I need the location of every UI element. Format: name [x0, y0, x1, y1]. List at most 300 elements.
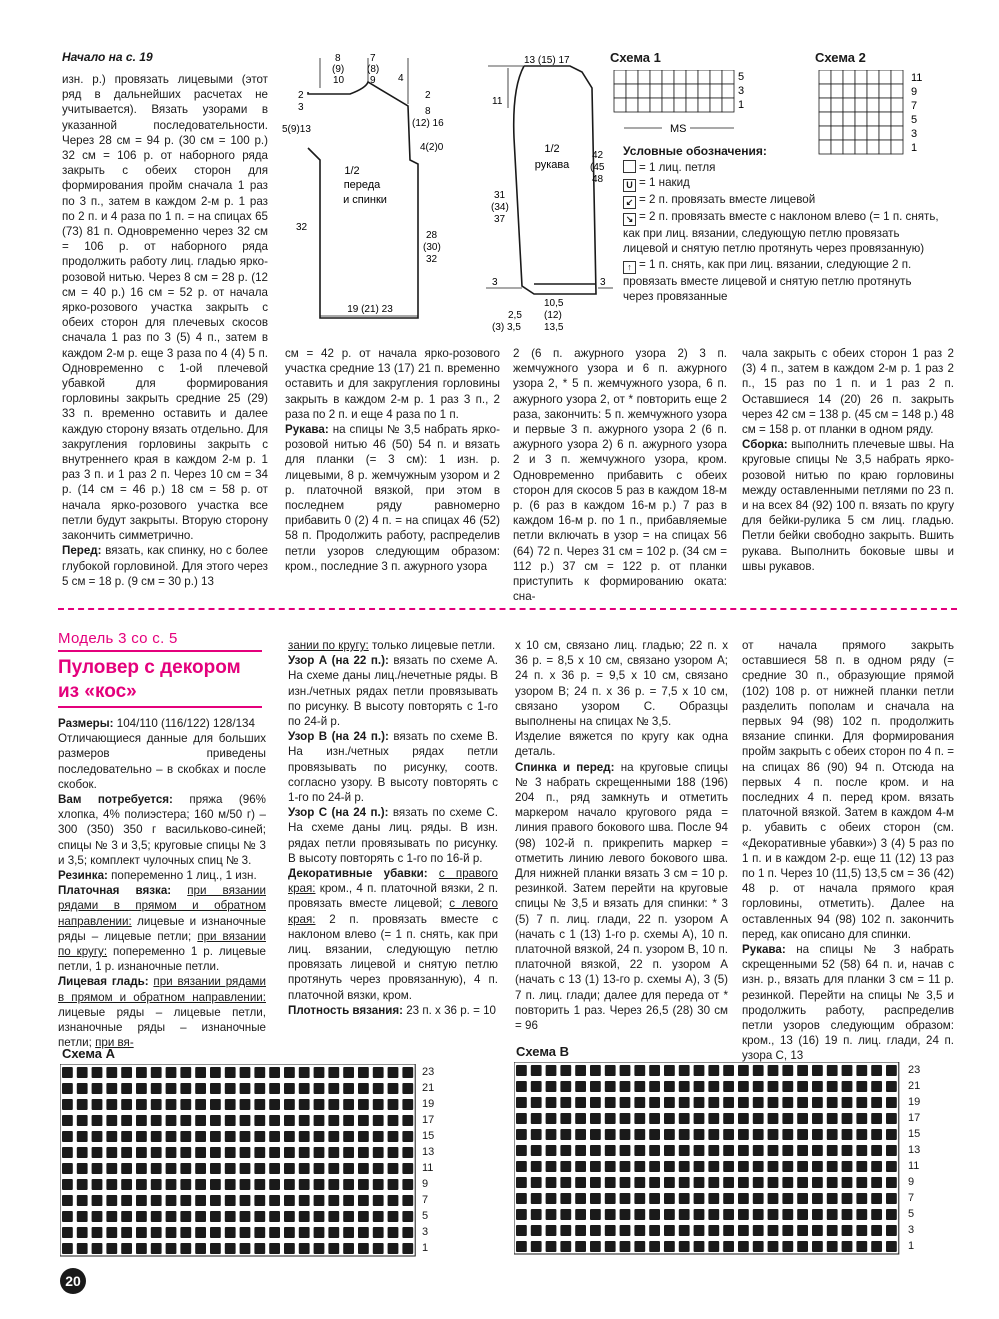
schema2-row-1: 1	[911, 142, 918, 154]
chart-cell	[151, 1067, 162, 1078]
legend	[623, 144, 943, 304]
chart-cell	[546, 1209, 557, 1220]
chart-cell	[871, 1241, 882, 1252]
chart-cell	[195, 1083, 206, 1094]
chart-cell	[62, 1211, 73, 1222]
chart-cell	[842, 1097, 853, 1108]
chart-cell	[180, 1115, 191, 1126]
chart-cell	[284, 1163, 295, 1174]
chart-cell	[827, 1209, 838, 1220]
schema2-title: Схема 2	[815, 50, 866, 65]
chart-cell	[240, 1067, 251, 1078]
chart-cell	[195, 1163, 206, 1174]
chart-cell	[284, 1083, 295, 1094]
chart-cell	[722, 70, 734, 84]
chart-cell	[531, 1065, 542, 1076]
chart-cell	[151, 1147, 162, 1158]
svg-text:13: 13	[422, 1146, 435, 1158]
chart-cell	[575, 1177, 586, 1188]
chart-cell	[225, 1179, 236, 1190]
chart-cell	[62, 1147, 73, 1158]
chart-cell	[269, 1147, 280, 1158]
sleeve-dim-45: (45	[590, 162, 605, 173]
chart-cell	[328, 1163, 339, 1174]
chart-cell	[634, 1225, 645, 1236]
chart-cell	[605, 1097, 616, 1108]
chart-cell	[136, 1179, 147, 1190]
col3-bottom-text: х 10 см, связано лиц. гладью; 22 п. х 36 р. = 8,5 х 10 см, связано узором А; 24 п. х 36 р. = 9,5 х 10 см, связано узором В; 24 п. х 36 р. = 7,5 х 10 см, связано узором С. Образцы выполнены на спицах № 3,5. Изделие вяжется по кругу как одна деталь. Спинка и перед: на круговые спицы № 3 набрать скрещенными 188 (196) 204 п., ряд замкнуть и отметить маркером начало кругового ряда = линия правого бокового шва. После 94 (98) 102-й п. прикрепить маркер = отметить линию левого бокового шва. Для нижней планки вязать 3 см = 10 р. резинкой. Затем перейти на круговые спицы № 3,5 и вязать для спинки: * 3 (5) 7 п. лиц. глади, 22 п. узором А (начать с 1 (13) 1-го р. схемы А), 10 п. платочной вязкой, 24 п. узором В, 10 п. платочной вязкой, 22 п. узором А (начать с 13 (1) 13-го р. схемы А), 3 (5) 7 п. лиц. глади; далее для переда от * повторить 1 раз. Через 26,5 (28) 30 см = 96	[515, 639, 728, 1033]
chart-cell	[388, 1179, 399, 1190]
chart-cell	[871, 1193, 882, 1204]
chart-cell	[136, 1147, 147, 1158]
chart-cell	[314, 1179, 325, 1190]
chart-cell	[797, 1225, 808, 1236]
chart-cell	[343, 1099, 354, 1110]
chart-cell	[358, 1179, 369, 1190]
chart-cell	[590, 1065, 601, 1076]
chart-cell	[314, 1115, 325, 1126]
chart-cell	[710, 70, 722, 84]
chart-cell	[620, 1065, 631, 1076]
col1-top-p1: изн. р.) провязать лицевыми (этот ряд в дальнейших расчетах не учитывается). Вязать узорами в указанной последовательности. Через 28 см = 94 р. (30 см = 100 р.) 32 см = 106 р. от наборного ряда закрыть с обеих сторон для формирования пройм сначала 1 раз по 3 п., затем в каждом 2-м р. 1 раз по 2 п. и 4 раза по 1 п. = на спицах 65 (73) 81 п. Одновременно через 32 см = 106 р. от наборного ряда продолжить работу лиц. гладью ярко-розовой нитью. Через 8 см = 28 р. (12 см = 40 р.) 16 см = 52 р. от начала ярко-розового участка закрыть с обеих сторон для плечевых скосов сначала 1 раз по 3 (5) 4 п., затем в каждом 2-м р. еще 3 раза по 4 (4) 5 п. Одновременно с 1-ой плечевой убавкой для формирования горловины закрыть средние 25 (29) 33 п. временно оставить и далее каждую сторону вязать отдельно. Для закругления горловины закрыть с внутреннего края в каждом 2-м р. 1 раз 3 п. и 1 раз 2 п. Через 10 см = 34 р. (14 см = 46 р.) 18 см = 58 р. от начала ярко-розового участка все петли будут закрыты. Вторую сторону закончить симметрично.	[62, 73, 268, 543]
chart-cell	[842, 1065, 853, 1076]
chart-cell	[662, 84, 674, 98]
chart-cell	[827, 1241, 838, 1252]
chart-cell	[314, 1067, 325, 1078]
chart-cell	[106, 1083, 117, 1094]
chart-cell	[664, 1177, 675, 1188]
chart-cell	[284, 1243, 295, 1254]
svg-text:1: 1	[908, 1240, 915, 1252]
chart-cell	[299, 1243, 310, 1254]
chart-cell	[166, 1147, 177, 1158]
chart-cell	[886, 1209, 897, 1220]
chart-cell	[121, 1147, 132, 1158]
chart-cell	[664, 1225, 675, 1236]
chart-cell	[782, 1177, 793, 1188]
chart-cell	[546, 1097, 557, 1108]
chart-cell	[753, 1081, 764, 1092]
chart-cell	[738, 1241, 749, 1252]
svg-text:1: 1	[422, 1242, 429, 1254]
chart-cell	[402, 1115, 413, 1126]
chart-cell	[92, 1099, 103, 1110]
chart-cell	[77, 1163, 88, 1174]
chart-cell	[605, 1161, 616, 1172]
chart-cell	[827, 1193, 838, 1204]
col4-top-text	[742, 346, 954, 574]
chart-cell	[299, 1115, 310, 1126]
dim-top-mid-b: (8)	[367, 64, 380, 75]
chart-cell	[240, 1147, 251, 1158]
schema1-row-3: 3	[738, 85, 745, 97]
chart-cell	[254, 1195, 265, 1206]
chart-cell	[121, 1227, 132, 1238]
chart-cell	[106, 1195, 117, 1206]
chart-cell	[62, 1179, 73, 1190]
chart-cell	[210, 1147, 221, 1158]
chart-cell	[650, 98, 662, 112]
chart-cell	[373, 1131, 384, 1142]
body-pattern-diagram	[280, 48, 450, 338]
chart-cell	[831, 98, 843, 112]
chart-cell	[166, 1179, 177, 1190]
assembly-label: Сборка:	[742, 438, 788, 452]
chart-cell	[634, 1145, 645, 1156]
svg-text:11: 11	[908, 1160, 920, 1172]
chart-cell	[605, 1193, 616, 1204]
sleeve-text: на спицы № 3,5 набрать ярко-розовой нитью 46 (50) 54 п. и вязать для планки (= 3 см): 1 изн. р. лицевыми, 8 р. жемчужным узором и 2 р. платочной вязкой, при этом в последнем ряду равномерно прибавить 0 (2) 4 п. = на спицах 46 (52) 58 п. Продолжить работу, распределив петли узоров следующим образом: кром., последние 3 п. ажурного узора	[285, 423, 500, 573]
chart-cell	[723, 1097, 734, 1108]
chart-cell	[343, 1179, 354, 1190]
chart-cell	[92, 1211, 103, 1222]
chart-cell	[812, 1081, 823, 1092]
chart-cell	[649, 1161, 660, 1172]
chart-cell	[136, 1067, 147, 1078]
svg-text:11: 11	[422, 1162, 434, 1174]
chart-cell	[856, 1081, 867, 1092]
chart-cell	[254, 1243, 265, 1254]
sleeve-dim-left-3: 3	[492, 277, 498, 288]
chart-cell	[62, 1227, 73, 1238]
chart-cell	[240, 1243, 251, 1254]
chart-cell	[210, 1211, 221, 1222]
col3-top-p1: 2 (6 п. ажурного узора 2) 3 п. жемчужного узора и 6 п. ажурного узора 2, * 5 п. жемчужного узора, 6 п. ажурного узора 2, от * повторить еще 2 раза, закончить: 5 п. жемчужного узора и первые 3 п. ажурного узора 2 (6 п. ажурного узора 2) 6 п. ажурного узора 2 и 3 п. жемчужного узора, кром. Одновременно прибавить с обеих сторон для скосов 5 раз в каждом 18-м р. (6 раз в каждом 16-м р.) 7 раз в каждом 16-м р. по 1 п., прибавляемые петли включать в узор = на спицах 56 (64) 72 п. Через 31 см = 102 р. (34 см = 112 р.) 37 см = 122 р. от планки приступить к формированию оката: сна-	[513, 347, 727, 604]
chart-cell	[708, 1097, 719, 1108]
chart-cell	[516, 1225, 527, 1236]
chart-cell	[674, 98, 686, 112]
chart-cell	[753, 1209, 764, 1220]
chart-cell	[827, 1161, 838, 1172]
chart-cell	[694, 1193, 705, 1204]
chart-cell	[180, 1163, 191, 1174]
chart-cell	[649, 1209, 660, 1220]
chart-cell	[871, 1209, 882, 1220]
schemaA-grid	[60, 1064, 445, 1262]
chart-cell	[151, 1115, 162, 1126]
chart-cell	[106, 1131, 117, 1142]
chart-cell	[546, 1241, 557, 1252]
chart-cell	[358, 1195, 369, 1206]
chart-cell	[886, 1161, 897, 1172]
sleeve-pattern-diagram	[478, 48, 618, 338]
chart-cell	[871, 1097, 882, 1108]
chart-cell	[77, 1131, 88, 1142]
chart-cell	[694, 1177, 705, 1188]
chart-cell	[871, 1177, 882, 1188]
chart-cell	[546, 1225, 557, 1236]
chart-cell	[708, 1241, 719, 1252]
page-number: 20	[60, 1268, 86, 1294]
chart-cell	[151, 1179, 162, 1190]
chart-cell	[328, 1243, 339, 1254]
chart-cell	[664, 1065, 675, 1076]
dim-right-30: (30)	[423, 242, 441, 253]
chart-cell	[373, 1099, 384, 1110]
chart-cell	[195, 1115, 206, 1126]
chart-cell	[797, 1193, 808, 1204]
chart-cell	[402, 1067, 413, 1078]
chart-cell	[358, 1147, 369, 1158]
chart-cell	[694, 1097, 705, 1108]
chart-cell	[516, 1113, 527, 1124]
chart-cell	[388, 1083, 399, 1094]
chart-cell	[590, 1081, 601, 1092]
chart-cell	[782, 1225, 793, 1236]
chart-cell	[166, 1115, 177, 1126]
chart-cell	[92, 1227, 103, 1238]
chart-cell	[269, 1067, 280, 1078]
chart-cell	[516, 1081, 527, 1092]
chart-cell	[299, 1179, 310, 1190]
chart-cell	[605, 1145, 616, 1156]
dim-top-left-a: 8	[335, 53, 341, 64]
chart-cell	[738, 1145, 749, 1156]
chart-cell	[723, 1065, 734, 1076]
chart-cell	[166, 1195, 177, 1206]
chart-cell	[856, 1177, 867, 1188]
sleeve-dim-37: 37	[494, 214, 506, 225]
chart-cell	[92, 1131, 103, 1142]
chart-cell	[842, 1129, 853, 1140]
chart-cell	[546, 1113, 557, 1124]
chart-cell	[358, 1131, 369, 1142]
chart-cell	[358, 1083, 369, 1094]
schema1-grid	[610, 70, 770, 140]
chart-cell	[560, 1241, 571, 1252]
chart-cell	[575, 1161, 586, 1172]
sleeve-dim-34: (34)	[491, 202, 509, 213]
chart-cell	[151, 1131, 162, 1142]
chart-cell	[738, 1065, 749, 1076]
chart-cell	[698, 84, 710, 98]
chart-cell	[710, 98, 722, 112]
svg-text:3: 3	[422, 1226, 429, 1238]
chart-cell	[77, 1243, 88, 1254]
chart-cell	[842, 1225, 853, 1236]
sleeve-dim-top: 13 (15) 17	[524, 55, 570, 66]
chart-cell	[679, 1161, 690, 1172]
chart-cell	[284, 1131, 295, 1142]
chart-cell	[738, 1129, 749, 1140]
chart-cell	[269, 1179, 280, 1190]
chart-cell	[831, 84, 843, 98]
chart-cell	[388, 1195, 399, 1206]
chart-cell	[314, 1163, 325, 1174]
chart-cell	[797, 1081, 808, 1092]
chart-cell	[738, 1225, 749, 1236]
chart-cell	[768, 1065, 779, 1076]
chart-cell	[620, 1177, 631, 1188]
chart-cell	[620, 1161, 631, 1172]
chart-cell	[269, 1243, 280, 1254]
dim-top-mid-c: 9	[370, 75, 376, 86]
chart-cell	[614, 84, 626, 98]
chart-cell	[328, 1195, 339, 1206]
chart-cell	[664, 1193, 675, 1204]
chart-cell	[225, 1243, 236, 1254]
chart-cell	[269, 1131, 280, 1142]
chart-cell	[694, 1113, 705, 1124]
chart-cell	[373, 1083, 384, 1094]
chart-cell	[77, 1083, 88, 1094]
chart-cell	[388, 1227, 399, 1238]
chart-cell	[343, 1147, 354, 1158]
chart-cell	[240, 1115, 251, 1126]
chart-cell	[782, 1193, 793, 1204]
chart-cell	[299, 1147, 310, 1158]
chart-cell	[694, 1161, 705, 1172]
col4-top-p1: чала закрыть с обеих сторон 1 раз 2 (3) 4 п., затем в каждом 2-м р. 1 раз 2 п., 15 раз по 1 п. и 1 раз 2 п. Оставшиеся 14 (20) 26 п. закрыть через 42 см = 138 р. (45 см = 148 р.) 48 см = 158 р. от планки в одном ряду.	[742, 347, 954, 437]
chart-cell	[698, 70, 710, 84]
chart-cell	[240, 1131, 251, 1142]
chart-cell	[166, 1099, 177, 1110]
chart-cell	[210, 1115, 221, 1126]
svg-text:17: 17	[422, 1114, 435, 1126]
chart-cell	[388, 1147, 399, 1158]
chart-cell	[210, 1067, 221, 1078]
chart-cell	[620, 1145, 631, 1156]
schemaB-grid	[514, 1062, 929, 1262]
chart-cell	[819, 84, 831, 98]
chart-cell	[195, 1227, 206, 1238]
chart-cell	[753, 1241, 764, 1252]
chart-cell	[269, 1115, 280, 1126]
body-label-1: 1/2	[344, 165, 360, 177]
chart-cell	[151, 1195, 162, 1206]
chart-cell	[649, 1081, 660, 1092]
chart-cell	[516, 1177, 527, 1188]
chart-cell	[634, 1241, 645, 1252]
chart-cell	[842, 1177, 853, 1188]
chart-cell	[151, 1083, 162, 1094]
chart-cell	[531, 1193, 542, 1204]
chart-cell	[373, 1243, 384, 1254]
chart-cell	[121, 1163, 132, 1174]
chart-cell	[710, 84, 722, 98]
chart-cell	[686, 84, 698, 98]
chart-cell	[723, 1145, 734, 1156]
chart-cell	[254, 1083, 265, 1094]
sleeve-dim-135: 13,5	[544, 322, 564, 333]
chart-cell	[694, 1209, 705, 1220]
chart-cell	[284, 1115, 295, 1126]
chart-cell	[314, 1243, 325, 1254]
chart-cell	[694, 1081, 705, 1092]
chart-cell	[590, 1241, 601, 1252]
chart-cell	[819, 112, 831, 126]
chart-cell	[343, 1243, 354, 1254]
chart-cell	[210, 1227, 221, 1238]
chart-cell	[664, 1081, 675, 1092]
chart-cell	[738, 1177, 749, 1188]
chart-cell	[871, 1113, 882, 1124]
chart-cell	[626, 98, 638, 112]
svg-text:7: 7	[422, 1194, 429, 1206]
chart-cell	[768, 1241, 779, 1252]
chart-cell	[590, 1145, 601, 1156]
chart-cell	[373, 1179, 384, 1190]
body-label-2: переда	[343, 179, 381, 191]
chart-cell	[516, 1145, 527, 1156]
chart-cell	[590, 1209, 601, 1220]
chart-cell	[879, 70, 891, 84]
chart-cell	[708, 1177, 719, 1188]
chart-cell	[590, 1113, 601, 1124]
schema1-title: Схема 1	[610, 50, 661, 65]
chart-cell	[92, 1195, 103, 1206]
chart-cell	[531, 1177, 542, 1188]
chart-cell	[782, 1209, 793, 1220]
chart-cell	[516, 1161, 527, 1172]
svg-text:15: 15	[908, 1128, 921, 1140]
chart-cell	[284, 1179, 295, 1190]
chart-cell	[867, 70, 879, 84]
chart-cell	[843, 70, 855, 84]
schema1-row-5: 5	[738, 71, 745, 83]
chart-cell	[812, 1113, 823, 1124]
chart-cell	[679, 1209, 690, 1220]
chart-cell	[871, 1145, 882, 1156]
chart-cell	[649, 1193, 660, 1204]
chart-cell	[254, 1179, 265, 1190]
chart-cell	[254, 1099, 265, 1110]
chart-cell	[708, 1081, 719, 1092]
chart-cell	[879, 126, 891, 140]
chart-cell	[738, 1193, 749, 1204]
chart-cell	[797, 1241, 808, 1252]
chart-cell	[269, 1163, 280, 1174]
chart-cell	[827, 1177, 838, 1188]
chart-cell	[738, 1209, 749, 1220]
chart-cell	[254, 1211, 265, 1222]
chart-cell	[782, 1081, 793, 1092]
chart-cell	[240, 1227, 251, 1238]
chart-cell	[575, 1113, 586, 1124]
dim-right-32: 32	[426, 254, 438, 265]
chart-cell	[871, 1225, 882, 1236]
dim-top-mid-a: 7	[370, 53, 376, 64]
chart-cell	[575, 1209, 586, 1220]
chart-cell	[679, 1241, 690, 1252]
chart-cell	[136, 1195, 147, 1206]
chart-cell	[723, 1177, 734, 1188]
chart-cell	[328, 1083, 339, 1094]
chart-cell	[121, 1195, 132, 1206]
legend-item-sk2po: ↑ = 1 п. снять, как при лиц. вязании, следующие 2 п. провязать вместе лицевой и снятую петлю протянуть через провязанные	[623, 257, 912, 303]
chart-cell	[768, 1209, 779, 1220]
chart-cell	[343, 1115, 354, 1126]
svg-text:9: 9	[908, 1176, 915, 1188]
svg-text:9: 9	[422, 1178, 429, 1190]
front-label: Перед:	[62, 544, 102, 558]
svg-text:17: 17	[908, 1112, 921, 1124]
chart-cell	[768, 1145, 779, 1156]
chart-cell	[373, 1227, 384, 1238]
dim-top-right: 4	[398, 73, 404, 84]
chart-cell	[879, 112, 891, 126]
chart-cell	[77, 1195, 88, 1206]
chart-cell	[121, 1083, 132, 1094]
chart-cell	[768, 1097, 779, 1108]
chart-cell	[343, 1163, 354, 1174]
sleeve-dim-11: 11	[492, 96, 503, 107]
chart-cell	[180, 1211, 191, 1222]
chart-cell	[240, 1163, 251, 1174]
sleeve-label: Рукава:	[285, 423, 329, 437]
chart-cell	[402, 1179, 413, 1190]
chart-cell	[797, 1113, 808, 1124]
